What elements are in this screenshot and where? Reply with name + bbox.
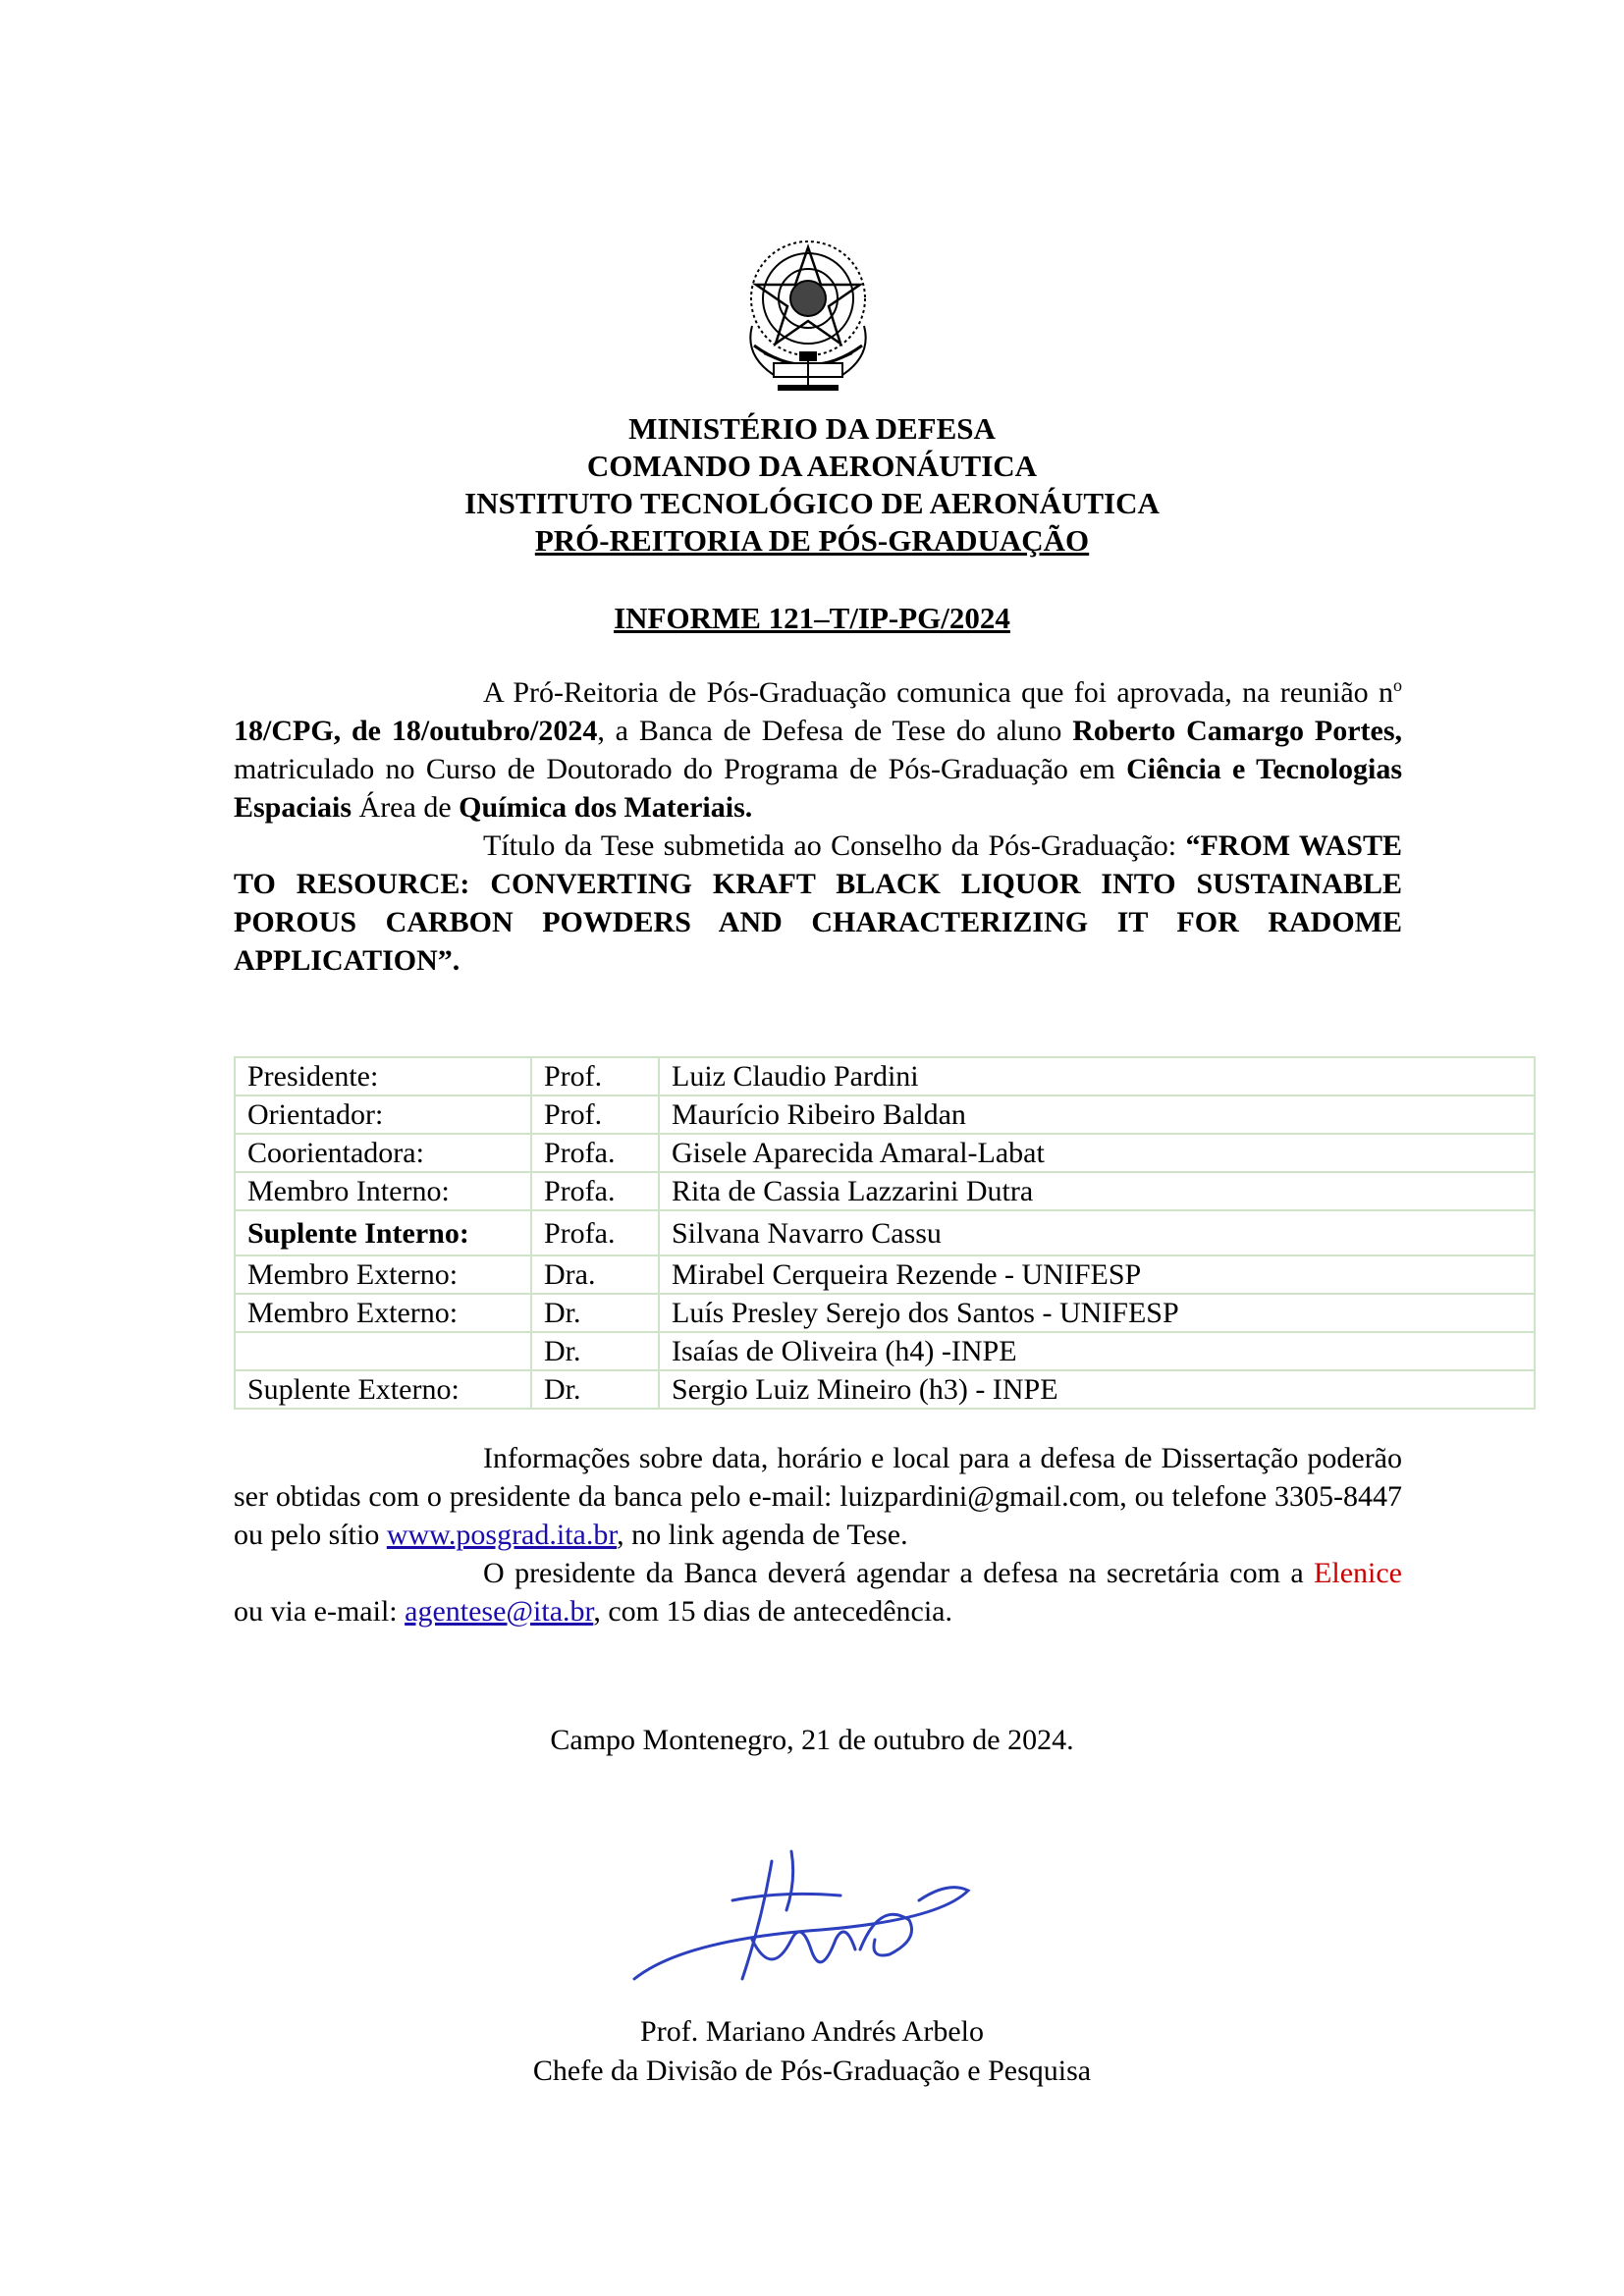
board-member-name: Gisele Aparecida Amaral-Labat: [659, 1134, 1535, 1172]
board-role: Orientador:: [235, 1095, 531, 1134]
paragraph-approval: [234, 673, 1402, 827]
institute-line: INSTITUTO TECNOLÓGICO DE AERONÁUTICA: [464, 486, 1160, 520]
text: ou via e-mail:: [234, 1595, 406, 1628]
superscript: o: [1393, 675, 1402, 695]
board-title: Prof.: [531, 1095, 659, 1134]
ministry-line: MINISTÉRIO DA DEFESA: [628, 411, 996, 446]
board-title: Prof.: [531, 1057, 659, 1095]
board-title: Profa.: [531, 1172, 659, 1210]
signer-name: Prof. Mariano Andrés Arbelo: [640, 2015, 984, 2048]
board-member-name: Silvana Navarro Cassu: [659, 1210, 1535, 1255]
pro-rectory-line: PRÓ-REITORIA DE PÓS-GRADUAÇÃO: [534, 523, 1090, 558]
board-role: Presidente:: [235, 1057, 531, 1095]
text: O presidente da Banca deverá agendar a defesa na secretária com a: [483, 1557, 1315, 1589]
board-role: Membro Externo:: [235, 1255, 531, 1294]
informe-title: INFORME 121–T/IP-PG/2024: [614, 601, 1010, 635]
thesis-title: “FROM WASTE TO RESOURCE: CONVERTING KRAFT BLACK LIQUOR INTO SUSTAINABLE POROUS CARBON POWDERS AND CHARACTERIZING IT FOR RADOME APPLICATION”.: [234, 829, 1402, 977]
table-row: [235, 1370, 1535, 1409]
table-row: [235, 1095, 1535, 1134]
document-date: Campo Montenegro, 21 de outubro de 2024.: [550, 1724, 1074, 1756]
text: , a Banca de Defesa de Tese do aluno: [597, 715, 1073, 747]
text: , no link agenda de Tese.: [617, 1519, 908, 1551]
text: matriculado no Curso de Doutorado do Programa de Pós-Graduação em: [234, 753, 1127, 785]
board-member-name: Sergio Luiz Mineiro (h3) - INPE: [659, 1370, 1535, 1409]
handwritten-signature: [624, 1842, 978, 1999]
program-name: Ciência e Tecnologias Espaciais: [234, 753, 1403, 824]
board-title: Dr.: [531, 1332, 659, 1370]
text: , com 15 dias de antecedência.: [593, 1595, 952, 1628]
table-row: [235, 1057, 1535, 1095]
board-member-name: Rita de Cassia Lazzarini Dutra: [659, 1172, 1535, 1210]
board-title: Profa.: [531, 1210, 659, 1255]
text: Área de: [352, 791, 460, 824]
posgrad-link[interactable]: www.posgrad.ita.br: [386, 1519, 618, 1551]
area-name: Química dos Materiais.: [459, 791, 753, 824]
secretary-name: Elenice: [1314, 1557, 1402, 1589]
table-row: [235, 1210, 1535, 1255]
coat-of-arms-emblem: [734, 228, 882, 404]
board-member-name: Maurício Ribeiro Baldan: [659, 1095, 1535, 1134]
text: Informações sobre data, horário e local para a defesa de Dissertação poderão ser obtidas com o presidente da banca pelo e-mail: luizpardini@gmail.com, ou telefone 3305-8447 ou pelo sítio: [234, 1442, 1402, 1551]
board-role: Suplente Externo:: [235, 1370, 531, 1409]
table-row: [235, 1294, 1535, 1332]
board-member-name: Isaías de Oliveira (h4) -INPE: [659, 1332, 1535, 1370]
board-member-name: Luís Presley Serejo dos Santos - UNIFESP: [659, 1294, 1535, 1332]
student-name: Roberto Camargo Portes,: [1072, 715, 1402, 747]
paragraph-schedule: [234, 1554, 1402, 1630]
table-row: [235, 1134, 1535, 1172]
board-role: [235, 1332, 531, 1370]
board-member-name: Luiz Claudio Pardini: [659, 1057, 1535, 1095]
announcement-body: [234, 673, 1402, 980]
board-role: Membro Interno:: [235, 1172, 531, 1210]
agentese-email-link[interactable]: agentese@ita.br: [405, 1595, 594, 1628]
signer-role: Chefe da Divisão de Pós-Graduação e Pesquisa: [532, 2055, 1092, 2087]
info-body: [234, 1439, 1402, 1630]
board-title: Dr.: [531, 1370, 659, 1409]
command-line: COMANDO DA AERONÁUTICA: [586, 449, 1038, 483]
meeting-ref: 18/CPG, de 18/outubro/2024: [234, 715, 598, 747]
board-role: Coorientadora:: [235, 1134, 531, 1172]
board-title: Dr.: [531, 1294, 659, 1332]
document-header: [0, 410, 1624, 560]
board-member-name: Mirabel Cerqueira Rezende - UNIFESP: [659, 1255, 1535, 1294]
table-row: [235, 1255, 1535, 1294]
table-row: [235, 1332, 1535, 1370]
paragraph-contact: [234, 1439, 1402, 1554]
board-title: Profa.: [531, 1134, 659, 1172]
text: Título da Tese submetida ao Conselho da Pós-Graduação:: [483, 829, 1186, 862]
text: A Pró-Reitoria de Pós-Graduação comunica que foi aprovada, na reunião n: [483, 676, 1393, 709]
table-row: [235, 1172, 1535, 1210]
paragraph-thesis-title: [234, 827, 1402, 980]
board-role: Suplente Interno:: [235, 1210, 531, 1255]
board-title: Dra.: [531, 1255, 659, 1294]
signer-block: [0, 2012, 1624, 2091]
board-role: Membro Externo:: [235, 1294, 531, 1332]
examination-board-table: [234, 1056, 1536, 1410]
